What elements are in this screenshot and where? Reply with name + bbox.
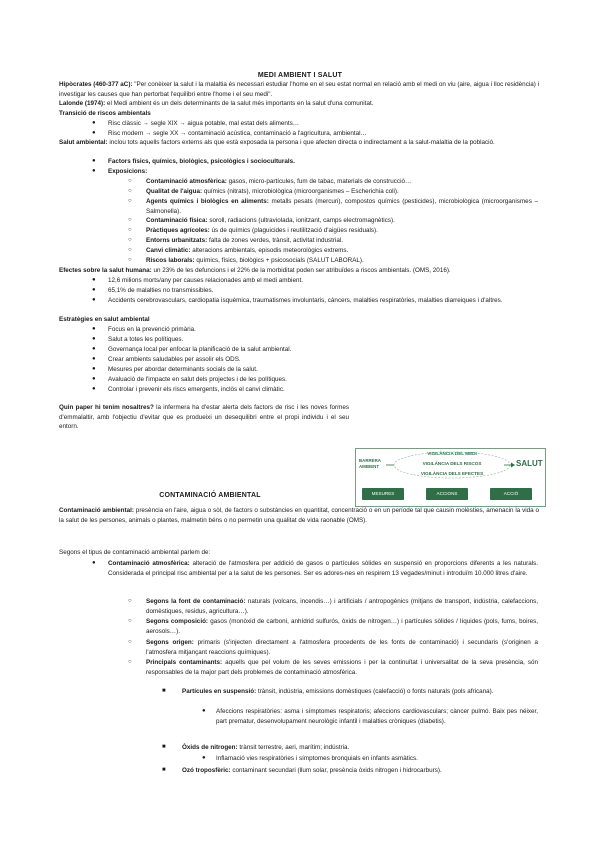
exposicio-item [146, 246, 538, 256]
circle-bullet-icon: ○ [128, 178, 132, 184]
paragraph-quin-paper [59, 403, 349, 432]
sub-item [146, 638, 538, 657]
contaminacio-label: Contaminació ambiental: [59, 507, 134, 514]
diagram-left-label: BARRERA AMBIENT [359, 458, 381, 469]
section-title-medi-ambient: MEDI AMBIENT I SALUT [257, 72, 343, 79]
exposicio-text: falta de zones verdes, trànsit, activitat industrial. [207, 237, 344, 244]
bullet-icon: ● [92, 297, 96, 303]
bullet-icon: ● [92, 336, 96, 342]
bullet-icon: ● [92, 277, 96, 283]
quin-paper-label: Quin paper hi tenim nosaltres? [59, 404, 154, 411]
diagram-line-3: VIGILÀNCIA DELS EFECTES [420, 471, 484, 476]
bullet-icon: ● [92, 120, 96, 126]
list-item: Accidents cerebrovasculars, cardiopatia isquèmica, traumatismes involuntaris, càncers, malalties respiratòries, malalties diarreiques i d'altres. [108, 297, 503, 304]
lalonde-label: Lalonde (1974): [59, 100, 106, 107]
square-bullet-icon: ■ [162, 744, 166, 750]
list-item: Risc modern → segle XX → contaminació acústica, contaminació a l'agricultura, ambiental… [108, 130, 367, 137]
exposicio-text: soroll, radiacions (ultraviolada, ionitzant, camps electromagnètics). [207, 217, 395, 224]
particules-label: Partícules en suspensió: [182, 688, 257, 695]
list-item: Avaluació de l'impacte en salut dels projectes i de les polítiques. [108, 376, 287, 383]
paragraph-lalonde [59, 99, 539, 109]
salut-ambiental-label: Salut ambiental: [59, 139, 108, 146]
ozo-label: Ozó troposfèric: [182, 767, 231, 774]
exposicio-item [146, 187, 538, 197]
oxids-item [182, 743, 538, 753]
list-item: Salut a totes les polítiques. [108, 336, 184, 343]
atmosferica-item [108, 559, 538, 578]
particules-effects: Afeccions respiratòries: asma i símptomes respiratoris; afeccions cardiovasculars; càncer pulmó. Baix pes néixer, part prematur, desenvolupament neurològic infantil i malalties cròniques (diabetis). [216, 708, 538, 725]
estrategies-heading: Estratègies en salut ambiental [59, 316, 150, 323]
oxids-effects: Inflamació vies respiratòries i símptomes bronquials en infants asmàtics. [216, 755, 418, 762]
exposicio-item [146, 177, 538, 187]
paragraph-hipocrates [59, 80, 539, 99]
segons-tipus: Segons el tipus de contaminació ambiental parlem de: [59, 549, 211, 556]
exposicio-label: Contaminació atmosfèrica: [146, 178, 227, 185]
exposicio-label: Canvi climàtic: [146, 247, 191, 254]
particules-text: trànsit, indústria, emissions domèstiques (calefacció) o fonts naturals (pols africana). [256, 688, 494, 695]
circle-bullet-icon: ○ [128, 659, 132, 665]
diagram-line-2: VIGILÀNCIA DELS RISCOS [422, 461, 482, 466]
list-item: Crear ambients saludables per assolir els ODS. [108, 356, 241, 363]
sub-item [146, 597, 538, 616]
efectes-text: un 23% de les defuncions i el 22% de la morbiditat poden ser atribuïdes a riscos ambientals. (OMS, 2016). [151, 267, 451, 274]
bullet-icon: ● [202, 708, 206, 714]
exposicio-item [146, 216, 538, 226]
lalonde-text: el Medi ambient és un dels determinants de la salut més importants en la salut d'una comunitat. [105, 100, 374, 107]
square-bullet-icon: ■ [162, 688, 166, 694]
circle-bullet-icon: ○ [128, 618, 132, 624]
exposicio-label: Riscos laborals: [146, 257, 195, 264]
particules-item [182, 687, 538, 697]
diagram-line-1: VIGILÀNCIA DEL MEDI [427, 451, 477, 456]
circle-bullet-icon: ○ [128, 639, 132, 645]
list-item: Mesures per abordar determinants socials de la salut. [108, 366, 258, 373]
paragraph-efectes [59, 266, 539, 276]
sub-item-text: primaris (s'injecten directament a l'atmosfera procedents de les fonts de contaminació) i secundaris (s'originen a l'atmosfera mitjançant reaccions químiques). [146, 639, 538, 656]
quin-paper-text: la infermera ha d'estar alerta dels factors de risc i les noves formes d'emmalaltir, amb l'objectiu d'evitar que es produeixi un desequilibri entre el propi individu i el seu entorn. [59, 404, 349, 431]
exposicio-item [146, 197, 538, 216]
exposicio-text: ús de químics (plaguicides i reutilització d'aigües residuals). [209, 227, 378, 234]
factors-item: Factors físics, químics, biològics, psicològics i socioculturals. [108, 158, 295, 165]
exposicions-item: Exposicions: [108, 168, 148, 175]
oxids-text: trànsit terrestre, aeri, marítim; indústria. [237, 744, 350, 751]
transicio-heading: Transició de riscos ambientals [59, 110, 151, 117]
circle-bullet-icon: ○ [128, 598, 132, 604]
square-bullet-icon: ■ [162, 767, 166, 773]
section-title-contaminacio: CONTAMINACIÓ AMBIENTAL [159, 492, 261, 499]
bullet-icon: ● [92, 560, 96, 566]
exposicio-text: químics (nitrats), microbiològica (microorganismes – Escherichia coli). [202, 188, 399, 195]
contaminacio-text: presència en l'aire, aigua o sòl, de factors o substàncies en quantitat, concentració o en un període tal que causin molèsties, amenacin la vida o la salut de les persones, animals o plantes, malmetin béns o no permetin una qualitat de vida raonable (OMS). [59, 507, 539, 524]
sub-item-text: naturals (volcans, incendis…) i artificials / antropogènics (mitjans de transport, indústria, calefaccions, domèstiques, residus, agricultura…). [146, 598, 538, 615]
bullet-icon: ● [92, 346, 96, 352]
bullet-icon: ● [92, 376, 96, 382]
exposicio-text: alteracions ambientals, episodis meteorològics extrems. [190, 247, 349, 254]
diagram-box-accio: ACCIÓ [490, 488, 532, 500]
list-item: 12,6 milions morts/any per causes relacionades amb el medi ambient. [108, 277, 303, 284]
sub-item-text: gasos (monòxid de carboni, anhídrid sulfurós, òxids de nitrogen…) i partícules sòlides / líquides (pols, fums, boires, aerosols…). [146, 618, 538, 635]
list-item: 65,1% de malalties no transmissibles. [108, 287, 214, 294]
hipocrates-label: Hipòcrates (460-377 aC): [59, 81, 133, 88]
sub-item-text: aquells que pel volum de les seves emissions i per la continuïtat i universalitat de la seva presència, són responsables de la major part dels problemes de contaminació atmosfèrica. [146, 659, 538, 676]
circle-bullet-icon: ○ [128, 188, 132, 194]
diagram-right-label: SALUT [516, 459, 543, 468]
exposicio-text: gasos, micro-partícules, fum de tabac, materials de construcció… [226, 178, 412, 185]
oxids-label: Òxids de nitrogen: [182, 744, 238, 751]
exposicio-item [146, 256, 538, 266]
exposicio-label: Entorns urbanitzats: [146, 237, 208, 244]
bullet-icon: ● [202, 755, 206, 761]
paragraph-salut-ambiental [59, 138, 539, 148]
sub-item [146, 658, 538, 677]
sub-item-label: Segons la font de contaminació: [146, 598, 246, 605]
diagram-box-mesures: MESURES [362, 488, 404, 500]
circle-bullet-icon: ○ [128, 217, 132, 223]
list-item: Risc clàssic → segle XIX → aigua potable, mal estat dels aliments… [108, 120, 300, 127]
circle-bullet-icon: ○ [128, 198, 132, 204]
salut-diagram [355, 448, 546, 507]
bullet-icon: ● [92, 356, 96, 362]
bullet-icon: ● [92, 168, 96, 174]
circle-bullet-icon: ○ [128, 237, 132, 243]
bullet-icon: ● [92, 287, 96, 293]
bullet-icon: ● [92, 158, 96, 164]
salut-ambiental-text: inclou tots aquells factors externs als que està exposada la persona i que afecten directa o indirectament a la salut-malaltia de la població. [107, 139, 495, 146]
list-item: Focus en la prevenció primària. [108, 326, 196, 333]
sub-item-label: Segons composició: [146, 618, 209, 625]
bullet-icon: ● [92, 386, 96, 392]
exposicio-item [146, 226, 538, 236]
efectes-label: Efectes sobre la salut humana: [59, 267, 152, 274]
list-item: Controlar i prevenir els riscs emergents, inclòs el canvi climàtic. [108, 386, 285, 393]
circle-bullet-icon: ○ [128, 227, 132, 233]
exposicio-label: Contaminació física: [146, 217, 208, 224]
exposicio-label: Qualitat de l'aigua: [146, 188, 203, 195]
list-item: Governança local per enfocar la planificació de la salut ambiental. [108, 346, 292, 353]
atmosferica-text: alteració de l'atmosfera per addició de gasos o partícules sòlides en suspensió en proporcions diferents a les naturals. Considerada el principal risc ambiental per a la salut de les persones. Ser es adores-nes en respirem 13 vegades/minut i introduïm 10.000 litres d'aire. [108, 560, 538, 577]
ozo-item [182, 766, 538, 776]
exposicio-label: Agents químics i biològics en aliments: [146, 198, 269, 205]
sub-item [146, 617, 538, 636]
circle-bullet-icon: ○ [128, 257, 132, 263]
exposicio-item [146, 236, 538, 246]
atmosferica-label: Contaminació atmosfèrica: [108, 560, 190, 567]
sub-item-label: Segons origen: [146, 639, 194, 646]
bullet-icon: ● [92, 130, 96, 136]
exposicio-text: químics, físics, biològics + psicosocials (SALUT LABORAL). [194, 257, 364, 264]
diagram-box-accions: ACCIONS [426, 488, 468, 500]
exposicio-text: metalls pesats (mercuri), compostos químics (pesticides), microbiològica (microorganismes – Salmonella). [146, 198, 538, 215]
bullet-icon: ● [92, 326, 96, 332]
bullet-icon: ● [92, 366, 96, 372]
hipocrates-text: "Per conèixer la salut i la malaltia és necessari estudiar l'home en el seu estat normal en relació amb el medi on viu (aire, aigua i lloc residència) i investigar les causes que han pertorbat l'equilibri entre l'home i el seu medi". [59, 81, 539, 98]
ozo-text: contaminant secundari (llum solar, presència òxids nitrogen i hidrocarburs). [230, 767, 442, 774]
circle-bullet-icon: ○ [128, 247, 132, 253]
sub-item-label: Principals contaminants: [146, 659, 223, 666]
paragraph-contaminacio [59, 506, 539, 525]
exposicio-label: Pràctiques agrícoles: [146, 227, 210, 234]
